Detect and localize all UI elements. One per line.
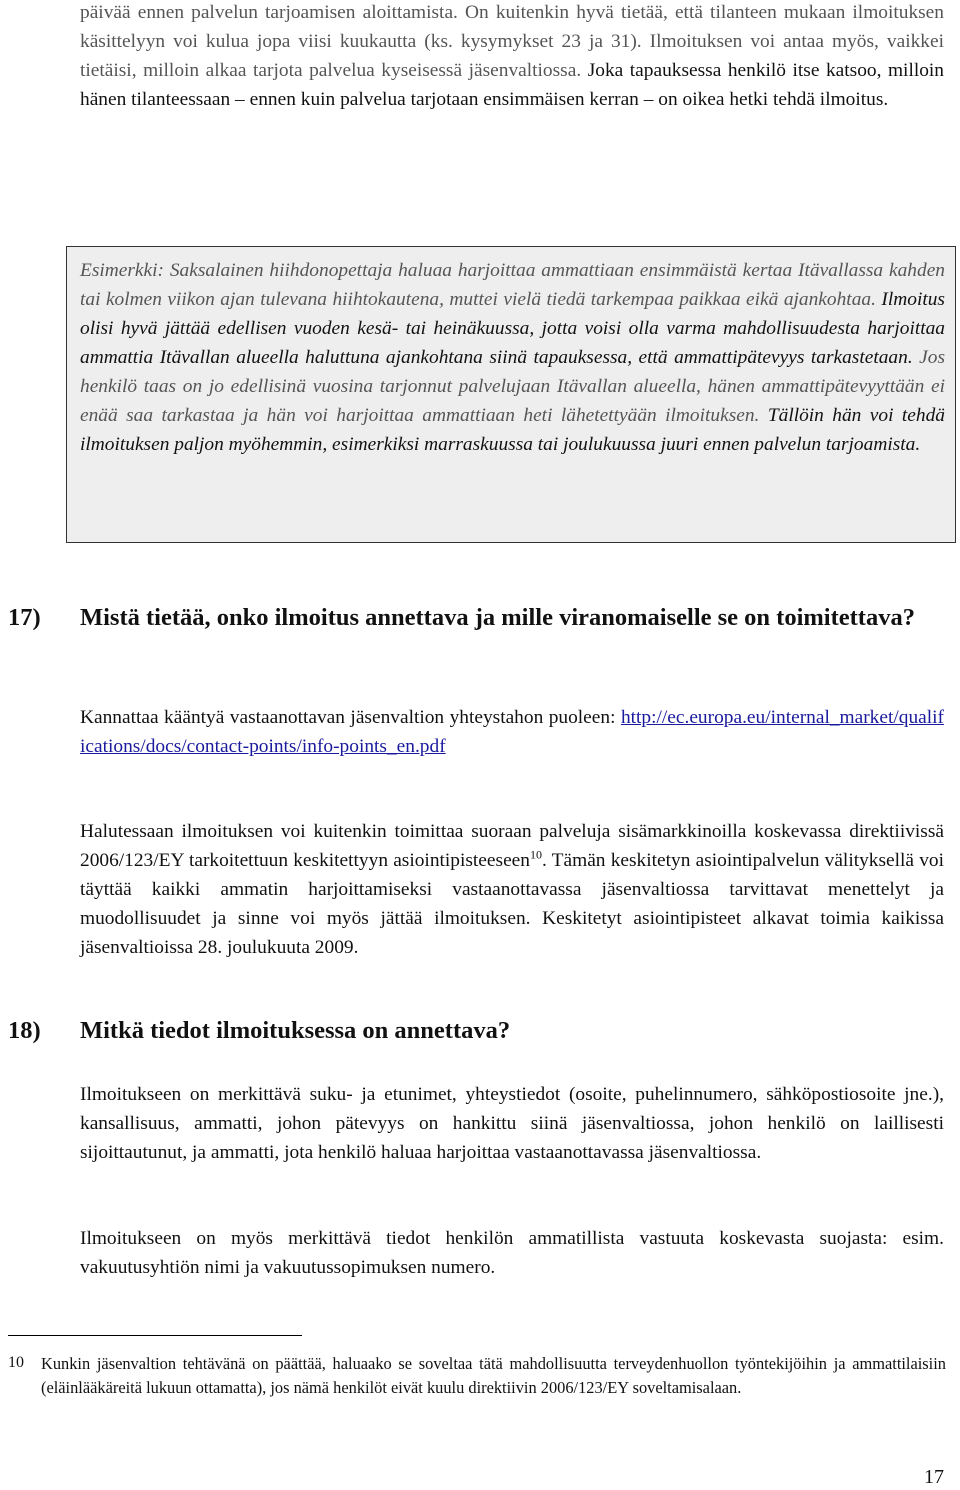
section-17-title: Mistä tietää, onko ilmoitus annettava ja mille viranomaiselle se on toimitettava? [80, 604, 915, 631]
footnote-number: 10 [8, 1354, 24, 1371]
contact-text: Kannattaa kääntyä vastaanottavan jäsenvaltion yhteystahon puoleen: [80, 707, 621, 728]
section-17-contact-paragraph [80, 703, 944, 761]
contact-points-link[interactable]: http://ec.europa.eu/internal_market/qualifications/docs/contact-points/info-points_en.pdf [80, 707, 944, 757]
section-18-title: Mitkä tiedot ilmoituksessa on annettava? [80, 1017, 511, 1044]
para2-text-a: Halutessaan ilmoituksen voi kuitenkin toimittaa suoraan palveluja sisämarkkinoilla koskevassa direktiivissä 2006/123/EY tarkoitettuun keskitettyyn asiointipisteeseen [80, 821, 944, 871]
page-number: 17 [924, 1466, 944, 1488]
intro-paragraph [80, 0, 944, 114]
footnote-divider [8, 1335, 302, 1336]
intro-text-part2: Joka tapauksessa henkilö itse katsoo, milloin hänen tilanteessaan – ennen kuin palvelua tarjotaan ensimmäisen kerran – on oikea hetki tehdä ilmoitus. [80, 60, 944, 110]
section-17-number: 17) [8, 604, 41, 631]
intro-text-part1: päivää ennen palvelun tarjoamisen aloittamista. On kuitenkin hyvä tietää, että tilanteen mukaan ilmoituksen käsittelyyn voi kulua jopa viisi kuukautta (ks. kysymykset 23 ja 31). Ilmoituksen voi antaa myös, vaikkei tietäisi, milloin alkaa tarjota palvelua kyseisessä jäsenvaltiossa. [80, 2, 944, 81]
section-18-second-paragraph: Ilmoitukseen on myös merkittävä tiedot henkilön ammatillista vastuuta koskevasta suojasta: esim. vakuutusyhtiön nimi ja vakuutussopimuksen numero. [80, 1228, 944, 1278]
example-part3: Jos henkilö taas on jo edellisinä vuosina tarjonnut palvelujaan Itävallan alueella, hänen ammattipätevyyttään ei enää saa tarkastaa ja hän voi harjoittaa ammattiaan heti lähetettyään ilmoituksen. [80, 347, 945, 426]
section-18-number: 18) [8, 1017, 41, 1044]
section-18-first-paragraph: Ilmoitukseen on merkittävä suku- ja etunimet, yhteystiedot (osoite, puhelinnumero, sähköpostiosoite jne.), kansallisuus, ammatti, johon pätevyys on hankittu siinä jäsenvaltiossa, johon henkilö on laillisesti sijoittautunut, ja ammatti, jota henkilö haluaa harjoittaa vastaanottavassa jäsenvaltiossa. [80, 1084, 944, 1163]
example-paragraph [80, 256, 945, 459]
footnote-text: Kunkin jäsenvaltion tehtävänä on päättää, haluaako se soveltaa tätä mahdollisuutta terveydenhuollon työntekijöihin ja ammattilaisiin (eläinlääkäreitä lukuun ottamatta), jos nämä henkilöt eivät kuulu direktiivin 2006/123/EY soveltamisalaan. [41, 1354, 946, 1397]
footnote-reference[interactable]: 10 [529, 847, 542, 862]
para2-text-b: . Tämän keskitetyn asiointipalvelun välityksellä voi täyttää kaikki ammatin harjoittamiseksi vastaanottavassa jäsenvaltiossa tarvittavat menettelyt ja muodollisuudet ja sinne voi myös jättää ilmoituksen. Keskitetyt asiointipisteet alkavat toimia kaikissa jäsenvaltioissa 28. joulukuuta 2009. [80, 850, 944, 958]
example-part2: Ilmoitus olisi hyvä jättää edellisen vuoden kesä- tai heinäkuussa, jotta voisi olla varma mahdollisuudesta harjoittaa ammattia Itävallan alueella haluttuna ajankohtana siinä tapauksessa, että ammattipätevyys tarkastetaan. [80, 289, 945, 368]
section-17-second-paragraph [80, 817, 944, 962]
example-part1: Esimerkki: Saksalainen hiihdonopettaja haluaa harjoittaa ammattiaan ensimmäistä kertaa Itävallassa kahden tai kolmen viikon ajan tulevana hiihtokautena, muttei vielä tiedä tarkempaa paikkaa eikä ajankohtaa. [80, 260, 945, 310]
example-part4: Tällöin hän voi tehdä ilmoituksen paljon myöhemmin, esimerkiksi marraskuussa tai joulukuussa juuri ennen palvelun tarjoamista. [80, 405, 946, 455]
